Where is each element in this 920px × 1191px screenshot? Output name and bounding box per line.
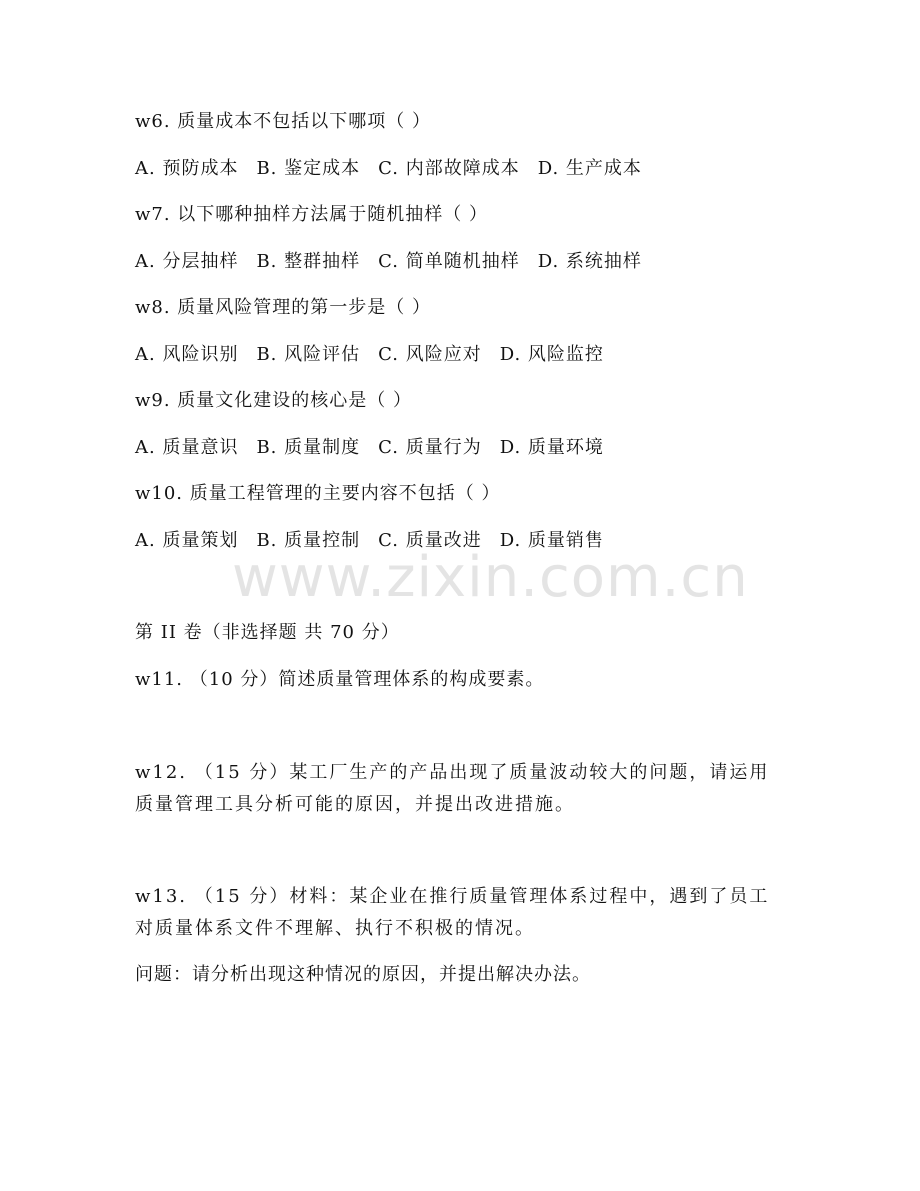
question-w12: w12. （15 分）某工厂生产的产品出现了质量波动较大的问题，请运用质量管理工具分析可能的原因，并提出改进措施。 [135, 762, 770, 815]
question-stem-w8: w8. 质量风险管理的第一步是（ ） [135, 297, 432, 318]
option-b: B. 风险评估 [256, 344, 361, 365]
option-a: A. 预防成本 [135, 158, 239, 179]
option-a: A. 风险识别 [135, 344, 239, 365]
question-options-w7 [135, 250, 660, 274]
option-a: A. 质量策划 [135, 530, 239, 551]
question-options-w10 [135, 529, 622, 553]
option-a: A. 质量意识 [135, 437, 239, 458]
option-c: C. 内部故障成本 [378, 158, 520, 179]
watermark: www.zixin.com.cn [232, 545, 749, 610]
option-b: B. 整群抽样 [256, 251, 361, 272]
option-d: D. 系统抽样 [537, 251, 642, 272]
question-options-w8 [135, 343, 622, 367]
option-c: C. 风险应对 [378, 344, 482, 365]
question-stem-w6: w6. 质量成本不包括以下哪项（ ） [135, 111, 432, 132]
option-b: B. 质量制度 [256, 437, 361, 458]
option-d: D. 质量环境 [499, 437, 604, 458]
option-b: B. 鉴定成本 [256, 158, 361, 179]
question-w11: w11. （10 分）简述质量管理体系的构成要素。 [135, 669, 545, 690]
option-d: D. 风险监控 [499, 344, 604, 365]
option-b: B. 质量控制 [256, 530, 361, 551]
question-stem-w7: w7. 以下哪种抽样方法属于随机抽样（ ） [135, 204, 489, 225]
option-a: A. 分层抽样 [135, 251, 239, 272]
question-w13-prompt: 问题：请分析出现这种情况的原因，并提出解决办法。 [135, 964, 591, 985]
question-w13-material: w13. （15 分）材料：某企业在推行质量管理体系过程中，遇到了员工对质量体系文件不理解、执行不积极的情况。 [135, 886, 770, 939]
option-d: D. 生产成本 [537, 158, 642, 179]
question-stem-w10: w10. 质量工程管理的主要内容不包括（ ） [135, 483, 501, 504]
option-c: C. 质量行为 [378, 437, 482, 458]
question-stem-w9: w9. 质量文化建设的核心是（ ） [135, 390, 413, 411]
question-options-w9 [135, 436, 622, 460]
option-d: D. 质量销售 [499, 530, 604, 551]
option-c: C. 简单随机抽样 [378, 251, 520, 272]
section-title: 第 II 卷（非选择题 共 70 分） [135, 622, 400, 643]
option-c: C. 质量改进 [378, 530, 482, 551]
question-options-w6 [135, 157, 660, 181]
